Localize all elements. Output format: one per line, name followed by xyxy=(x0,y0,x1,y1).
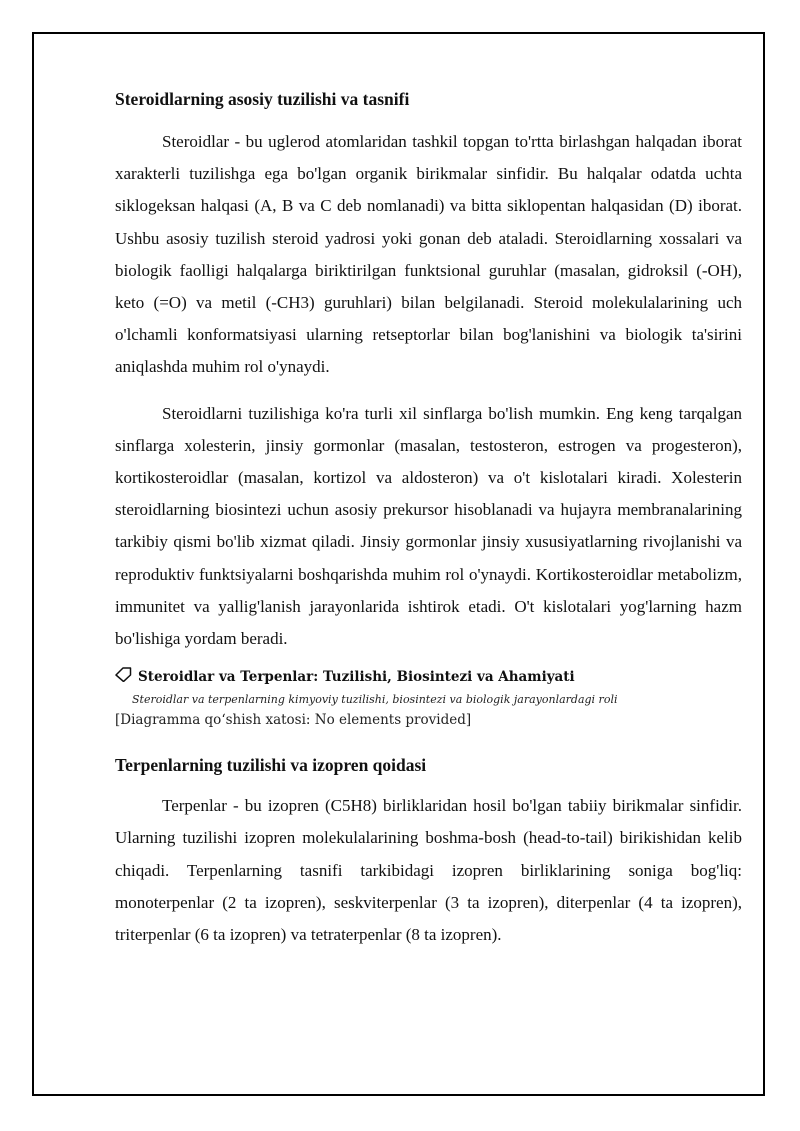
figure-block xyxy=(115,667,742,728)
section-heading-steroids: Steroidlarning asosiy tuzilishi va tasnifi xyxy=(115,89,410,109)
tag-icon xyxy=(115,667,138,686)
document-body xyxy=(115,88,742,951)
diagram-error-message: [Diagramma qo‘shish xatosi: No elements provided] xyxy=(115,712,472,729)
figure-subtitle: Steroidlar va terpenlarning kimyoviy tuzilishi, biosintezi va biologik jarayonlardagi roli xyxy=(132,693,618,707)
paragraph: Steroidlarni tuzilishiga ko'ra turli xil sinflarga bo'lish mumkin. Eng keng tarqalgan sinflarga xolesterin, jinsiy gormonlar (masalan, testosteron, estrogen va progesteron), kortikosteroidlar (masalan, kortizol va aldosteron) va o't kislotalari kiradi. Xolesterin steroidlarning biosintezi uchun asosiy prekursor hisoblanadi va hujayra membranalarining tarkibiy qismi bo'lib xizmat qiladi. Jinsiy gormonlar jinsiy xususiyatlarning rivojlanishi va reproduktiv funktsiyalarni boshqarishda muhim rol o'ynaydi. Kortikosteroidlar metabolizm, immunitet va yallig'lanish jarayonlarida ishtirok etadi. O't kislotalari yog'larning hazm bo'lishiga yordam beradi. xyxy=(115,403,742,649)
figure-title: Steroidlar va Terpenlar: Tuzilishi, Biosintezi va Ahamiyati xyxy=(138,668,575,685)
paragraph: Terpenlar - bu izopren (C5H8) birliklaridan hosil bo'lgan tabiiy birikmalar sinfidir. Ularning tuzilishi izopren molekulalarining boshma-bosh (head-to-tail) birikishidan kelib chiqadi. Terpenlarning tasnifi tarkibidagi izopren birliklarining soniga bog'liq: monoterpenlar (2 ta izopren), seskviterpenlar (3 ta izopren), diterpenlar (4 ta izopren), triterpenlar (6 ta izopren) va tetraterpenlar (8 ta izopren). xyxy=(115,796,742,945)
section-heading-terpenes: Terpenlarning tuzilishi va izopren qoidasi xyxy=(115,755,427,776)
figure-title-row xyxy=(115,667,742,686)
paragraph: Steroidlar - bu uglerod atomlaridan tashkil topgan to'rtta birlashgan halqadan iborat xarakterli tuzilishga ega bo'lgan organik birikmalar sinfidir. Bu halqalar odatda uchta siklogeksan halqasi (A, B va C deb nomlanadi) va bitta siklopentan halqasidan (D) iborat. Ushbu asosiy tuzilish steroid yadrosi yoki gonan deb ataladi. Steroidlarning xossalari va biologik faolligi halqalarga biriktirilgan funktsional guruhlar (masalan, gidroksil (-OH), keto (=O) va metil (-CH3) guruhlari) bilan belgilanadi. Steroid molekulalarining uch o'lchamli konformatsiyasi ularning retseptorlar bilan bog'lanishini va biologik ta'sirini aniqlashda muhim rol o'ynaydi. xyxy=(115,132,742,377)
